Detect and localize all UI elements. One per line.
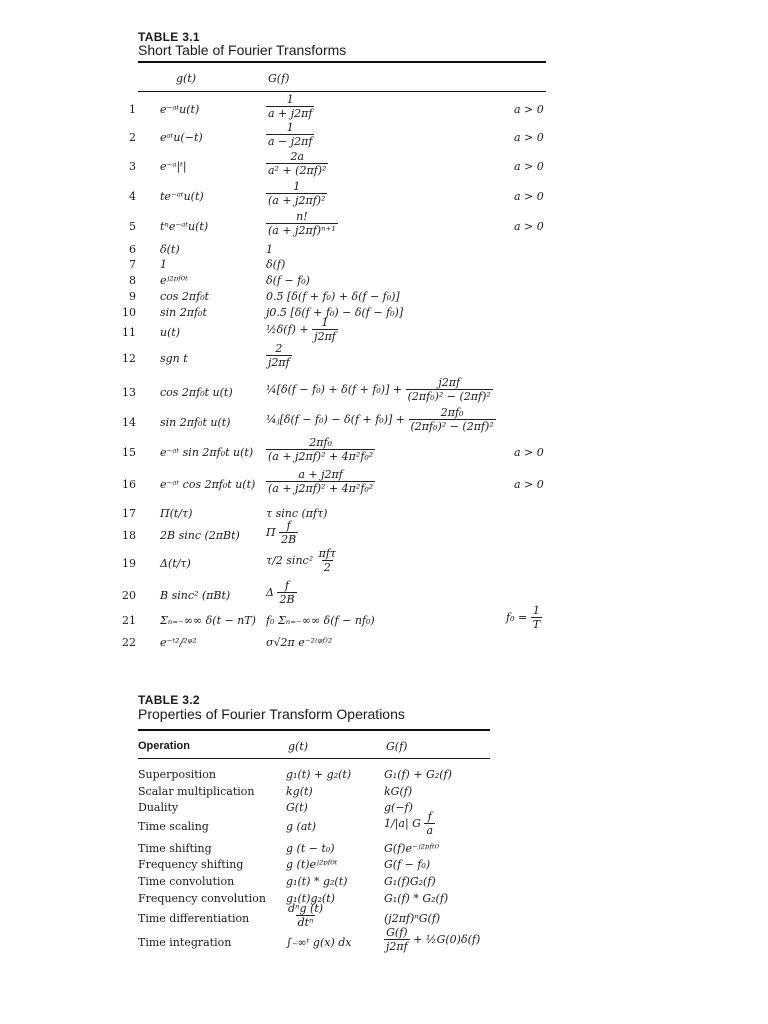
table2-row-G-text: (j2πf)ⁿG(f) [384, 912, 441, 925]
table2-row-operation: Superposition [138, 768, 216, 781]
table1-row-G [266, 468, 375, 495]
table1-row-G-fraction-num: j2πf [438, 376, 461, 389]
table2-row-G-text: G(f − f₀) [384, 858, 431, 871]
table1-row-G-fraction-num: 2πf₀ [309, 436, 332, 449]
table2-label: TABLE 3.2 [138, 693, 200, 707]
table2-row-operation: Time differentiation [138, 912, 250, 925]
table1-row-G-fraction-den: 2B [279, 593, 295, 606]
table2-row-operation: Time scaling [138, 820, 209, 833]
table1-row-g: tⁿe⁻ᵃᵗu(t) [160, 220, 209, 233]
table1-row-g: eʲ²ᵖᶠ⁰ᵗ [160, 274, 188, 287]
table1-row-G-prefix: Π [266, 526, 280, 539]
table1-row-condition-fraction-den: T [532, 618, 541, 631]
table1-row-number: 15 [122, 446, 136, 459]
table1-row-G-prefix: ¼ⱼ[δ(f − f₀) − δ(f + f₀)] + [266, 413, 409, 426]
table1-top-rule [138, 61, 546, 63]
table1-header-g: g(t) [176, 72, 197, 85]
table1-row-G-prefix: ¼[δ(f − f₀) + δ(f + f₀)] + [266, 383, 406, 396]
table2-row-G-text: G₁(f)G₂(f) [384, 875, 436, 888]
table1-row-G-fraction-den: 2B [281, 533, 297, 546]
table1-row-condition: a > 0 [514, 160, 544, 173]
table1-row-number: 22 [122, 636, 136, 649]
table1-row-number: 5 [129, 220, 136, 233]
table2-row-G [384, 768, 452, 781]
table1-row-G-fraction-den: 2 [323, 561, 331, 574]
table1-row-G [266, 342, 292, 369]
table1-row-G-text: 1 [266, 243, 273, 256]
table2-row-G-fraction-den: a [426, 824, 434, 837]
table1-row-G-fraction-num: f [284, 579, 290, 592]
table2-row-operation: Frequency convolution [138, 892, 266, 905]
table1-row-g: 2B sinc (2πBt) [160, 529, 240, 542]
table1-row-G [266, 243, 273, 256]
table1-row-G-text: τ sinc (πfτ) [266, 507, 328, 520]
table1-row-G [266, 579, 297, 606]
table1-row-condition-fraction-num: 1 [532, 604, 540, 617]
table2-header-g: g(t) [288, 740, 309, 753]
table1-row-number: 16 [122, 478, 136, 491]
table2-row-operation: Time convolution [138, 875, 235, 888]
table1-row-number: 11 [122, 326, 136, 339]
table1-row-number: 14 [122, 416, 136, 429]
table2-row-G-text: G₁(f) + G₂(f) [384, 768, 452, 781]
table2-header-G: G(f) [386, 740, 408, 753]
table2-row-G [384, 912, 440, 925]
table1-row-condition: a > 0 [514, 446, 544, 459]
table2-row-g: g₁(t) + g₂(t) [286, 768, 352, 781]
table1-row-G-text: δ(f) [266, 258, 286, 271]
table2-row-g: g (at) [286, 820, 317, 833]
table1-row-G-fraction [277, 579, 296, 606]
table1-row-condition [506, 604, 542, 631]
table1-row-g: e⁻ᵃᵗ cos 2πf₀t u(t) [160, 478, 256, 491]
table2-row-g: g₁(t)g₂(t) [286, 892, 335, 905]
table2-row-g: ∫₋∞ᵗ g(x) dx [286, 936, 352, 949]
table1-row-g: e⁻ᵃ|ᵗ| [160, 160, 187, 173]
table1-row-G [266, 258, 285, 271]
table1-row-g: eᵃᵗu(−t) [160, 131, 203, 144]
table2-row-G-fraction [424, 810, 435, 837]
table2-title: Properties of Fourier Transform Operations [138, 706, 405, 722]
table2-row-g: g (t − t₀) [286, 842, 335, 855]
table1-row-g: Π(t/τ) [160, 507, 193, 520]
table2-row-G [384, 785, 412, 798]
table1-row-number: 20 [122, 589, 136, 602]
table1-row-G [266, 376, 493, 403]
table2-row-operation: Frequency shifting [138, 858, 244, 871]
table1-row-number: 2 [129, 131, 136, 144]
table2-row-G-prefix: 1/|a| G [384, 817, 425, 830]
table2-row-g: g₁(t) * g₂(t) [286, 875, 348, 888]
table1-row-G-fraction-num: 1 [286, 121, 294, 134]
table2-row-G-text: g(−f) [384, 801, 413, 814]
table2-row-g [286, 902, 325, 929]
table2-row-g-fraction [286, 902, 325, 929]
table1-row-number: 7 [129, 258, 136, 271]
table1-row-G-fraction-den: a² + (2πf)² [268, 164, 327, 177]
table2-row-G-text: kG(f) [384, 785, 413, 798]
table2-row-g: g (t)eʲ²ᵖᶠ⁰ᵗ [286, 858, 338, 871]
table1-row-G-text: σ√2π e⁻²⁽ᵠᶠ⁾² [266, 636, 333, 649]
table1-row-g: Δ(t/τ) [160, 557, 191, 570]
table1-row-G-fraction [317, 547, 338, 574]
table1-row-G-fraction-num: f [286, 519, 291, 532]
table1-row-G-fraction-num: 1 [293, 180, 301, 193]
table1-row-G-fraction-den: a − j2πf [268, 135, 313, 148]
table1-row-G-fraction [279, 519, 298, 546]
table2-row-G [384, 926, 480, 953]
table1-row-number: 19 [122, 557, 136, 570]
table1-row-g: 1 [160, 258, 167, 271]
table1-row-condition: a > 0 [514, 190, 544, 203]
table1-row-G-fraction-den: (2πf₀)² − (2πf)² [407, 390, 491, 403]
table1-row-G-fraction-den: j2πf [314, 330, 336, 343]
table1-row-G-text: f₀ Σₙ₌₋∞∞ δ(f − nf₀) [266, 614, 375, 627]
table1-row-number: 12 [122, 352, 136, 365]
table2-row-G [384, 858, 430, 871]
table1-row-g: B sinc² (πBt) [160, 589, 231, 602]
table1-row-G-text: 0.5 [δ(f + f₀) + δ(f − f₀)] [266, 290, 400, 303]
table2-row-g-fraction-den: dtⁿ [297, 916, 314, 929]
table1-row-g: Σₙ₌₋∞∞ δ(t − nT) [160, 614, 256, 627]
table2-row-G [384, 842, 439, 855]
table1-row-g: δ(t) [160, 243, 180, 256]
table1-row-G-fraction [406, 376, 493, 403]
table1-header-G: G(f) [268, 72, 290, 85]
table1-row-number: 8 [129, 274, 136, 287]
table1-row-G-fraction-num: 2a [290, 150, 305, 163]
table1-row-g: e⁻ᵃᵗu(t) [160, 103, 200, 116]
table1-row-G [266, 180, 327, 207]
table1-row-G [266, 121, 314, 148]
table2-row-operation: Time shifting [138, 842, 212, 855]
table1-row-G [266, 614, 375, 627]
table1-row-G-fraction-num: πfτ [318, 547, 336, 560]
table1-row-G-text: δ(f − f₀) [266, 274, 310, 287]
table1-row-number: 17 [122, 507, 136, 520]
table1-row-G-fraction [266, 121, 314, 148]
table1-row-G [266, 636, 332, 649]
table1-row-g: cos 2πf₀t [160, 290, 210, 303]
table1-row-number: 3 [129, 160, 136, 173]
table1-row-G-fraction [266, 468, 375, 495]
table1-row-number: 6 [129, 243, 136, 256]
table1-row-number: 1 [129, 103, 136, 116]
table2-row-g-fraction-num: dⁿg (t) [288, 902, 324, 915]
table2-row-g: G(t) [286, 801, 308, 814]
table1-row-G-prefix: τ/2 sinc² [266, 554, 317, 567]
table1-row-G-fraction-num: a + j2πf [298, 468, 343, 481]
table1-row-G [266, 316, 338, 343]
table1-row-G-fraction-num: n! [296, 210, 308, 223]
table1-row-G-fraction [266, 210, 338, 237]
table1-row-number: 13 [122, 386, 136, 399]
table1-row-G-fraction [266, 150, 328, 177]
table1-label: TABLE 3.1 [138, 30, 200, 44]
table2-row-G-fraction-num: G(f) [386, 926, 408, 939]
table1-row-G [266, 436, 375, 463]
table1-row-G-fraction-num: 1 [321, 316, 329, 329]
table1-row-G-prefix: Δ [266, 586, 278, 599]
table2-header-operation: Operation [138, 740, 190, 752]
table2-row-G [384, 875, 436, 888]
table1-row-G-fraction-den: (a + j2πf)ⁿ⁺¹ [268, 224, 336, 237]
table1-row-G-fraction-num: 1 [286, 93, 294, 106]
table1-header-rule [138, 91, 546, 92]
table1-row-G [266, 290, 400, 303]
table1-row-G-fraction-den: (a + j2πf)² + 4π²f₀² [268, 450, 374, 463]
table1-row-G-fraction-den: j2πf [268, 356, 290, 369]
table1-row-G [266, 547, 338, 574]
table1-row-g: sin 2πf₀t u(t) [160, 416, 231, 429]
table1-row-g: sin 2πf₀t [160, 306, 207, 319]
table1-row-condition: a > 0 [514, 478, 544, 491]
table2-row-G-text: G₁(f) * G₂(f) [384, 892, 449, 905]
table2-row-G-suffix: + ½G(0)δ(f) [409, 933, 481, 946]
table2-row-operation: Scalar multiplication [138, 785, 255, 798]
table1-row-G-fraction [266, 180, 327, 207]
table2-row-operation: Duality [138, 801, 179, 814]
table1-row-number: 4 [129, 190, 136, 203]
table1-row-G-fraction [266, 342, 292, 369]
table1-row-condition-prefix: f₀ = [506, 611, 531, 624]
table1-row-g: te⁻ᵃᵗu(t) [160, 190, 204, 203]
table1-row-number: 21 [122, 614, 136, 627]
table2-row-G-fraction [384, 926, 410, 953]
table2-row-g: kg(t) [286, 785, 313, 798]
table2-row-G-text: G(f)e⁻ʲ²ᵖᶠᵗ⁰ [384, 842, 440, 855]
table1-row-G [266, 210, 338, 237]
table1-row-G-prefix: ½δ(f) + [266, 323, 313, 336]
table2-row-G-fraction-num: f [427, 810, 432, 823]
table1-row-number: 18 [122, 529, 136, 542]
table1-row-g: sgn t [160, 352, 188, 365]
table1-row-G-fraction-den: (2πf₀)² − (2πf)² [410, 420, 494, 433]
table1-row-G-fraction-den: (a + j2πf)² [268, 194, 326, 207]
table2-row-G [384, 810, 435, 837]
table1-row-g: cos 2πf₀t u(t) [160, 386, 233, 399]
table2-row-operation: Time integration [138, 936, 232, 949]
table1-row-G [266, 150, 328, 177]
table1-row-G-text: j0.5 [δ(f + f₀) − δ(f − f₀)] [266, 306, 404, 319]
table2-row-G-fraction-den: j2πf [386, 940, 408, 953]
table1-row-G-fraction [266, 436, 375, 463]
table1-row-g: e⁻ᵃᵗ sin 2πf₀t u(t) [160, 446, 254, 459]
table1-row-G-fraction-num: 2 [275, 342, 283, 355]
table1-row-g: e⁻ᵗ²/²ᵠ² [160, 636, 197, 649]
table1-row-G [266, 406, 496, 433]
table1-row-G-fraction-num: 2πf₀ [440, 406, 464, 419]
table1-row-condition: a > 0 [514, 131, 544, 144]
table1-row-condition: a > 0 [514, 220, 544, 233]
table1-row-G [266, 93, 314, 120]
table1-row-number: 10 [122, 306, 136, 319]
table1-row-G-fraction-den: (a + j2πf)² + 4π²f₀² [268, 482, 374, 495]
table1-row-condition-fraction [531, 604, 542, 631]
table2-row-G [384, 892, 448, 905]
table1-row-g: u(t) [160, 326, 181, 339]
table1-row-G [266, 274, 310, 287]
table2-top-rule [138, 729, 490, 731]
table1-row-G [266, 519, 298, 546]
table2-header-rule [138, 758, 490, 759]
table1-row-G-fraction-den: a + j2πf [268, 107, 313, 120]
table1-row-G-fraction [312, 316, 338, 343]
table1-row-G-fraction [266, 93, 314, 120]
table1-row-G-fraction [409, 406, 496, 433]
table1-row-condition: a > 0 [514, 103, 544, 116]
table1-row-number: 9 [129, 290, 136, 303]
table1-title: Short Table of Fourier Transforms [138, 42, 347, 58]
